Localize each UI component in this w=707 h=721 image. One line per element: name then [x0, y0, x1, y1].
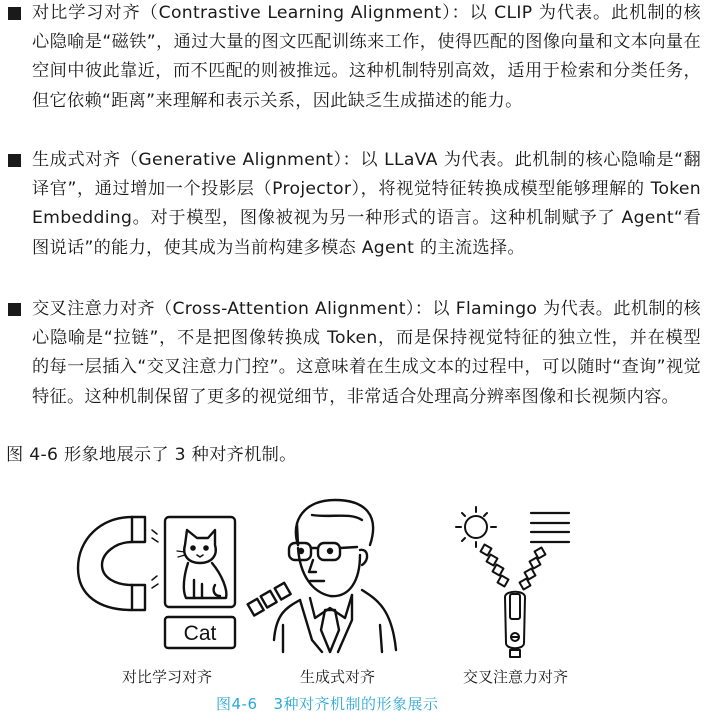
figure-caption-number: 图4-6: [216, 695, 258, 713]
panel-label-generative: 生成式对齐: [300, 668, 376, 686]
figure-caption: [216, 693, 439, 714]
panel-label-cross-attention: 交叉注意力对齐: [463, 668, 569, 686]
zipper-icon: [481, 545, 546, 657]
bullet-cross-attention: [0, 295, 707, 412]
cat-image-icon: [165, 517, 235, 607]
bullet-square-icon: [8, 303, 21, 316]
magnet-icon: [78, 517, 158, 610]
translator-person-icon: [274, 500, 396, 652]
text-label-icon: [165, 617, 235, 648]
bullet-contrastive: [0, 0, 707, 116]
sun-image-icon: [456, 507, 496, 547]
bullet-text: 对比学习对齐（Contrastive Learning Alignment）：以 CLIP 为代表。此机制的核心隐喻是“磁铁”，通过大量的图文匹配训练来工作，使得匹配的图像向量和文本向量在空间中彼此靠近，而不匹配的则被推远。这种机制特别高效，适用于检索和分类任务，但它依赖“距离”来理解和表示关系，因此缺乏生成描述的能力。: [32, 3, 701, 111]
bullet-text: 交叉注意力对齐（Cross-Attention Alignment）：以 Flamingo 为代表。此机制的核心隐喻是“拉链”，不是把图像转换成 Token，而是保持视觉特征的独立性，并在模型的每一层插入“交叉注意力门控”。这意味着在生成文本的过程中，可以随时“查询”视觉特征。这种机制保留了更多的视觉细节，非常适合处理高分辨率图像和长视频内容。: [32, 299, 701, 407]
text-card-label: Cat: [183, 622, 217, 645]
bullet-square-icon: [8, 154, 21, 167]
figure-caption-text: 3种对齐机制的形象展示: [273, 695, 439, 713]
text-lines-icon: [531, 513, 569, 542]
bullet-square-icon: [8, 7, 21, 20]
bullet-text: 生成式对齐（Generative Alignment）：以 LLaVA 为代表。此机制的核心隐喻是“翻译官”，通过增加一个投影层（Projector），将视觉特征转换成模型能够理解的 Token Embedding。对于模型，图像被视为另一种形式的语言。这种机制赋予了 Agent“看图说话”的能力，使其成为当前构建多模态 Agent 的主流选择。: [32, 150, 701, 258]
figure-illustration: [0, 495, 707, 665]
figure-intro-text: 图 4-6 形象地展示了 3 种对齐机制。: [6, 445, 297, 465]
bullet-generative: [0, 146, 707, 263]
panel-label-contrastive: 对比学习对齐: [122, 668, 213, 686]
